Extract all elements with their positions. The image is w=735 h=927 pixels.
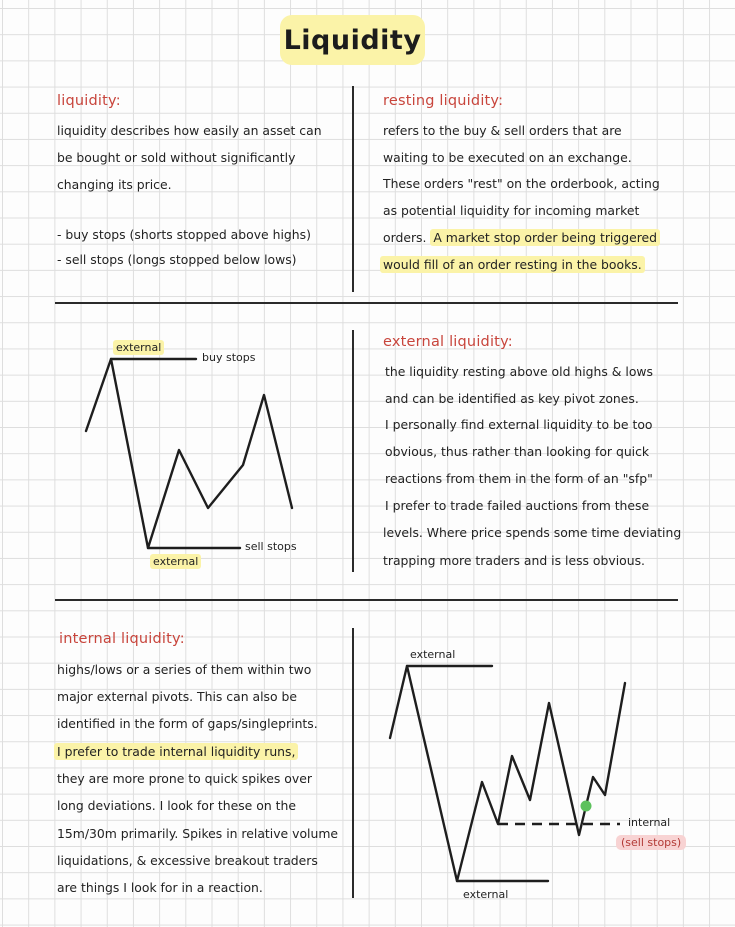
external-line-3: I personally find external liquidity to be too bbox=[385, 417, 653, 432]
internal-line-3: identified in the form of gaps/singleprints. bbox=[57, 716, 318, 731]
diagram2-internal-label: internal bbox=[628, 816, 671, 829]
resting-highlight-1: A market stop order being triggered bbox=[430, 229, 660, 246]
resting-line-1: refers to the buy & sell orders that are bbox=[383, 123, 622, 138]
diagram1-sell-stops-label: sell stops bbox=[245, 540, 297, 553]
diagram2-top-external-label: external bbox=[410, 648, 456, 661]
external-line-6: I prefer to trade failed auctions from these bbox=[385, 498, 650, 513]
resting-liquidity-heading: resting liquidity: bbox=[383, 93, 504, 109]
liquidity-line-1: liquidity describes how easily an asset can bbox=[57, 123, 322, 138]
sell-stops-badge: (sell stops) bbox=[616, 835, 686, 850]
liquidity-line-3: changing its price. bbox=[57, 177, 172, 192]
internal-line-6: long deviations. I look for these on the bbox=[57, 798, 296, 813]
external-line-2: and can be identified as key pivot zones. bbox=[385, 391, 639, 406]
entry-dot bbox=[581, 801, 592, 812]
diagram1-buy-stops-label: buy stops bbox=[202, 351, 256, 364]
liquidity-line-2: be bought or sold without significantly bbox=[57, 150, 296, 165]
diagram1-bottom-external-label: external bbox=[150, 555, 201, 568]
resting-highlight-2: would fill of an order resting in the books. bbox=[380, 256, 645, 273]
internal-line-8: liquidations, & excessive breakout traders bbox=[57, 853, 318, 868]
sell-stops-bullet: - sell stops (longs stopped below lows) bbox=[57, 252, 297, 267]
internal-line-7: 15m/30m primarily. Spikes in relative volume bbox=[57, 826, 339, 841]
internal-highlight: I prefer to trade internal liquidity runs, bbox=[54, 743, 298, 760]
diagram2-bottom-external-label: external bbox=[463, 888, 509, 901]
external-liquidity-heading: external liquidity: bbox=[383, 334, 513, 350]
internal-line-2: major external pivots. This can also be bbox=[57, 689, 298, 704]
external-line-5: reactions from them in the form of an "sfp" bbox=[385, 471, 653, 486]
external-line-7: levels. Where price spends some time deviating bbox=[383, 525, 682, 540]
internal-liquidity-heading: internal liquidity: bbox=[59, 631, 185, 647]
internal-line-9: are things I look for in a reaction. bbox=[57, 880, 263, 895]
resting-line-5-plain: orders. bbox=[383, 230, 427, 245]
resting-line-4: as potential liquidity for incoming market bbox=[383, 203, 640, 218]
internal-line-5: they are more prone to quick spikes over bbox=[57, 771, 312, 786]
resting-line-3: These orders "rest" on the orderbook, acting bbox=[383, 176, 660, 191]
resting-line-2: waiting to be executed on an exchange. bbox=[383, 150, 632, 165]
liquidity-heading: liquidity: bbox=[57, 93, 121, 109]
external-line-1: the liquidity resting above old highs & lows bbox=[385, 364, 653, 379]
internal-line-1: highs/lows or a series of them within two bbox=[57, 662, 312, 677]
diagram1-top-external-label: external bbox=[113, 341, 164, 354]
external-line-4: obvious, thus rather than looking for quick bbox=[385, 444, 650, 459]
page-title: Liquidity bbox=[280, 15, 425, 65]
buy-stops-bullet: - buy stops (shorts stopped above highs) bbox=[57, 227, 311, 242]
price-path-2 bbox=[390, 666, 625, 881]
external-line-8: trapping more traders and is less obvious. bbox=[383, 553, 645, 568]
